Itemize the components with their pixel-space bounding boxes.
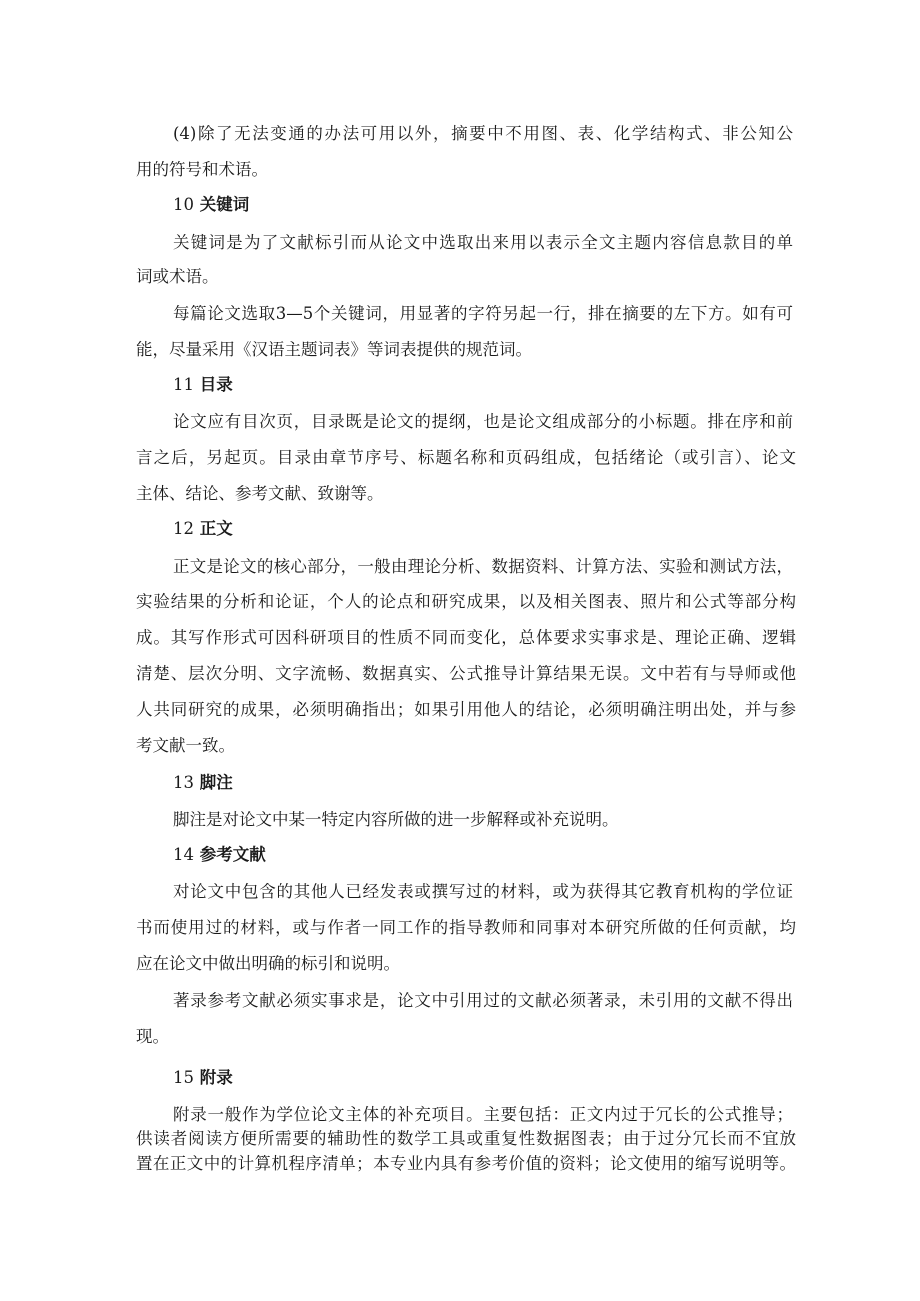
paragraph-line: 用的符号和术语。 [136,160,268,179]
paragraph-line: 现。 [136,1027,169,1046]
paragraph-line: (4)除了无法变通的办法可用以外，摘要中不用图、表、化学结构式、非公知公 [173,124,793,143]
section-title: 脚注 [199,773,233,792]
paragraph-line: 主体、结论、参考文献、致谢等。 [136,484,384,503]
paragraph-line: 词或术语。 [136,267,219,286]
paragraph-line: 能，尽量采用《汉语主题词表》等词表提供的规范词。 [136,340,532,359]
section-title: 正文 [199,519,233,538]
section-title: 参考文献 [199,845,266,864]
section-heading-keywords [173,195,833,215]
section-number: 13 [173,773,194,792]
paragraph-line: 人共同研究的成果，必须明确指出；如果引用他人的结论，必须明确注明出处，并与参 [136,700,796,719]
paragraph-line: 关键词是为了文献标引而从论文中选取出来用以表示全文主题内容信息款目的单 [173,233,793,252]
paragraph-line: 成。其写作形式可因科研项目的性质不同而变化，总体要求实事求是、理论正确、逻辑 [136,628,796,647]
section-heading-body [173,519,833,539]
paragraph-line: 清楚、层次分明、文字流畅、数据真实、公式推导计算结果无误。文中若有与导师或他 [136,664,796,683]
paragraph-line: 言之后，另起页。目录由章节序号、标题名称和页码组成，包括绪论（或引言）、论文 [136,448,796,467]
section-heading-footnote [173,773,833,793]
paragraph-line: 置在正文中的计算机程序清单；本专业内具有参考价值的资料；论文使用的缩写说明等。 [136,1154,796,1173]
paragraph-line: 应在论文中做出明确的标引和说明。 [136,954,400,973]
paragraph-line: 正文是论文的核心部分，一般由理论分析、数据资料、计算方法、实验和测试方法， [173,557,793,576]
section-number: 15 [173,1068,194,1087]
paragraph-line: 论文应有目次页，目录既是论文的提纲，也是论文组成部分的小标题。排在序和前 [173,412,793,431]
section-number: 14 [173,845,194,864]
section-number: 10 [173,195,194,214]
section-heading-references [173,845,833,865]
paragraph-line: 每篇论文选取3—5个关键词，用显著的字符另起一行，排在摘要的左下方。如有可 [173,304,793,323]
paragraph-line: 对论文中包含的其他人已经发表或撰写过的材料，或为获得其它教育机构的学位证 [173,882,793,901]
section-title: 关键词 [199,195,250,214]
paragraph-line: 考文献一致。 [136,736,235,755]
section-heading-appendix [173,1068,833,1088]
paragraph-line: 实验结果的分析和论证，个人的论点和研究成果，以及相关图表、照片和公式等部分构 [136,592,796,611]
section-title: 附录 [199,1068,233,1087]
section-number: 12 [173,519,194,538]
section-heading-toc [173,375,833,395]
paragraph-line: 附录一般作为学位论文主体的补充项目。主要包括：正文内过于冗长的公式推导； [173,1105,793,1124]
paragraph-line: 脚注是对论文中某一特定内容所做的进一步解释或补充说明。 [173,810,619,829]
section-title: 目录 [199,375,233,394]
paragraph-line: 供读者阅读方便所需要的辅助性的数学工具或重复性数据图表；由于过分冗长而不宜放 [136,1129,796,1148]
paragraph-line: 著录参考文献必须实事求是，论文中引用过的文献必须著录，未引用的文献不得出 [173,991,793,1010]
paragraph-line: 书而使用过的材料，或与作者一同工作的指导教师和同事对本研究所做的任何贡献，均 [136,918,796,937]
section-number: 11 [173,375,194,394]
